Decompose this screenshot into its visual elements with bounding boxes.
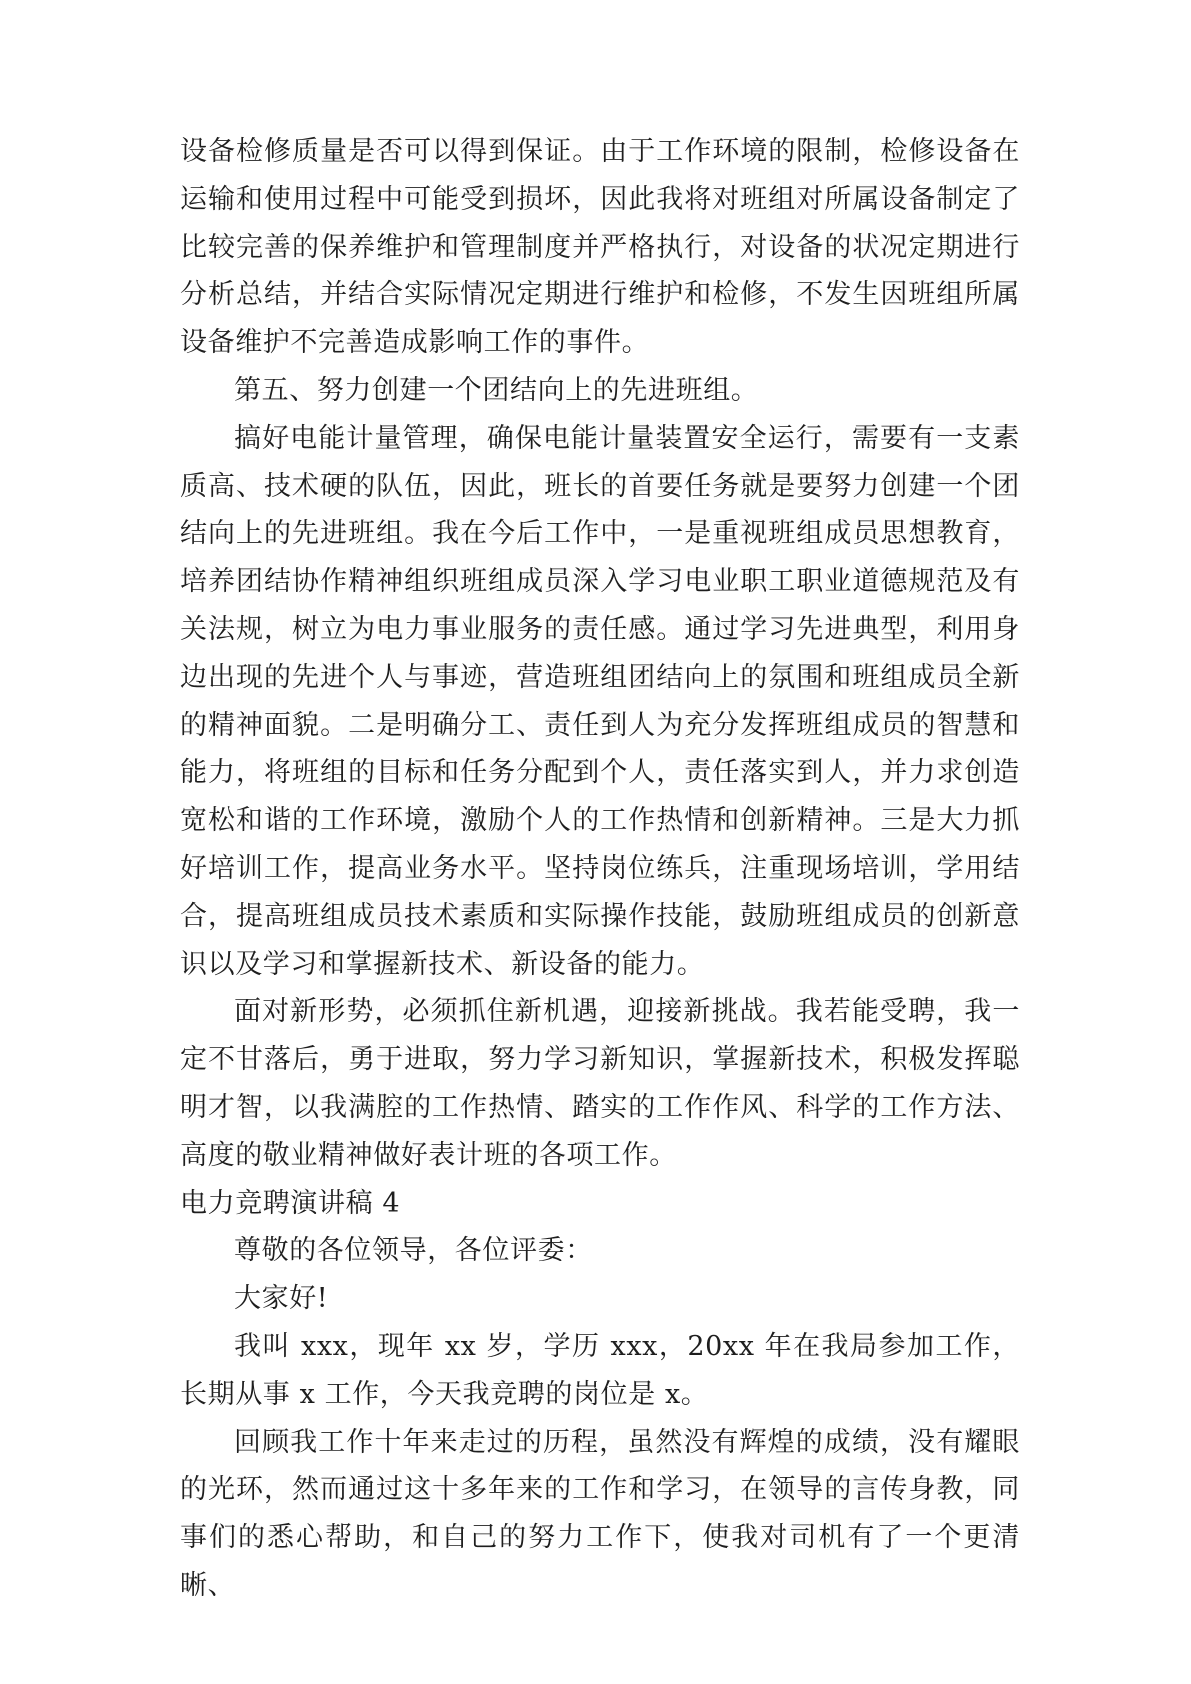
- greeting: 大家好!: [234, 1283, 329, 1315]
- paragraph-self-introduction: 我叫 xxx，现年 xx 岁，学历 xxx，20xx 年在我局参加工作，长期从事 x 工作，今天我竞聘的岗位是 x。: [180, 1330, 1020, 1410]
- speech-title: 电力竞聘演讲稿 4: [180, 1187, 401, 1219]
- paragraph-closing: 面对新形势，必须抓住新机遇，迎接新挑战。我若能受聘，我一定不甘落后，勇于进取，努力学习新知识，掌握新技术，积极发挥聪明才智，以我满腔的工作热情、踏实的工作作风、科学的工作方法、高度的敬业精神做好表计班的各项工作。: [180, 996, 1020, 1171]
- paragraph-review: 回顾我工作十年来走过的历程，虽然没有辉煌的成绩，没有耀眼的光环，然而通过这十多年来的工作和学习，在领导的言传身教，同事们的悉心帮助，和自己的努力工作下，使我对司机有了一个更清晰、: [180, 1426, 1020, 1601]
- salutation: 尊敬的各位领导，各位评委：: [234, 1235, 593, 1267]
- paragraph-continued: 设备检修质量是否可以得到保证。由于工作环境的限制，检修设备在运输和使用过程中可能受到损坏，因此我将对班组对所属设备制定了比较完善的保养维护和管理制度并严格执行，对设备的状况定期进行分析总结，并结合实际情况定期进行维护和检修，不发生因班组所属设备维护不完善造成影响工作的事件。: [180, 136, 1020, 359]
- paragraph-team-building: 搞好电能计量管理，确保电能计量装置安全运行，需要有一支素质高、技术硬的队伍，因此，班长的首要任务就是要努力创建一个团结向上的先进班组。我在今后工作中，一是重视班组成员思想教育，培养团结协作精神组织班组成员深入学习电业职工职业道德规范及有关法规，树立为电力事业服务的责任感。通过学习先进典型，利用身边出现的先进个人与事迹，营造班组团结向上的氛围和班组成员全新的精神面貌。二是明确分工、责任到人为充分发挥班组成员的智慧和能力，将班组的目标和任务分配到个人，责任落实到人，并力求创造宽松和谐的工作环境，激励个人的工作热情和创新精神。三是大力抓好培训工作，提高业务水平。坚持岗位练兵，注重现场培训，学用结合，提高班组成员技术素质和实际操作技能，鼓励班组成员的创新意识以及学习和掌握新技术、新设备的能力。: [180, 422, 1020, 980]
- document-body: [180, 128, 1020, 1610]
- paragraph-section-five-heading: 第五、努力创建一个团结向上的先进班组。: [234, 374, 759, 406]
